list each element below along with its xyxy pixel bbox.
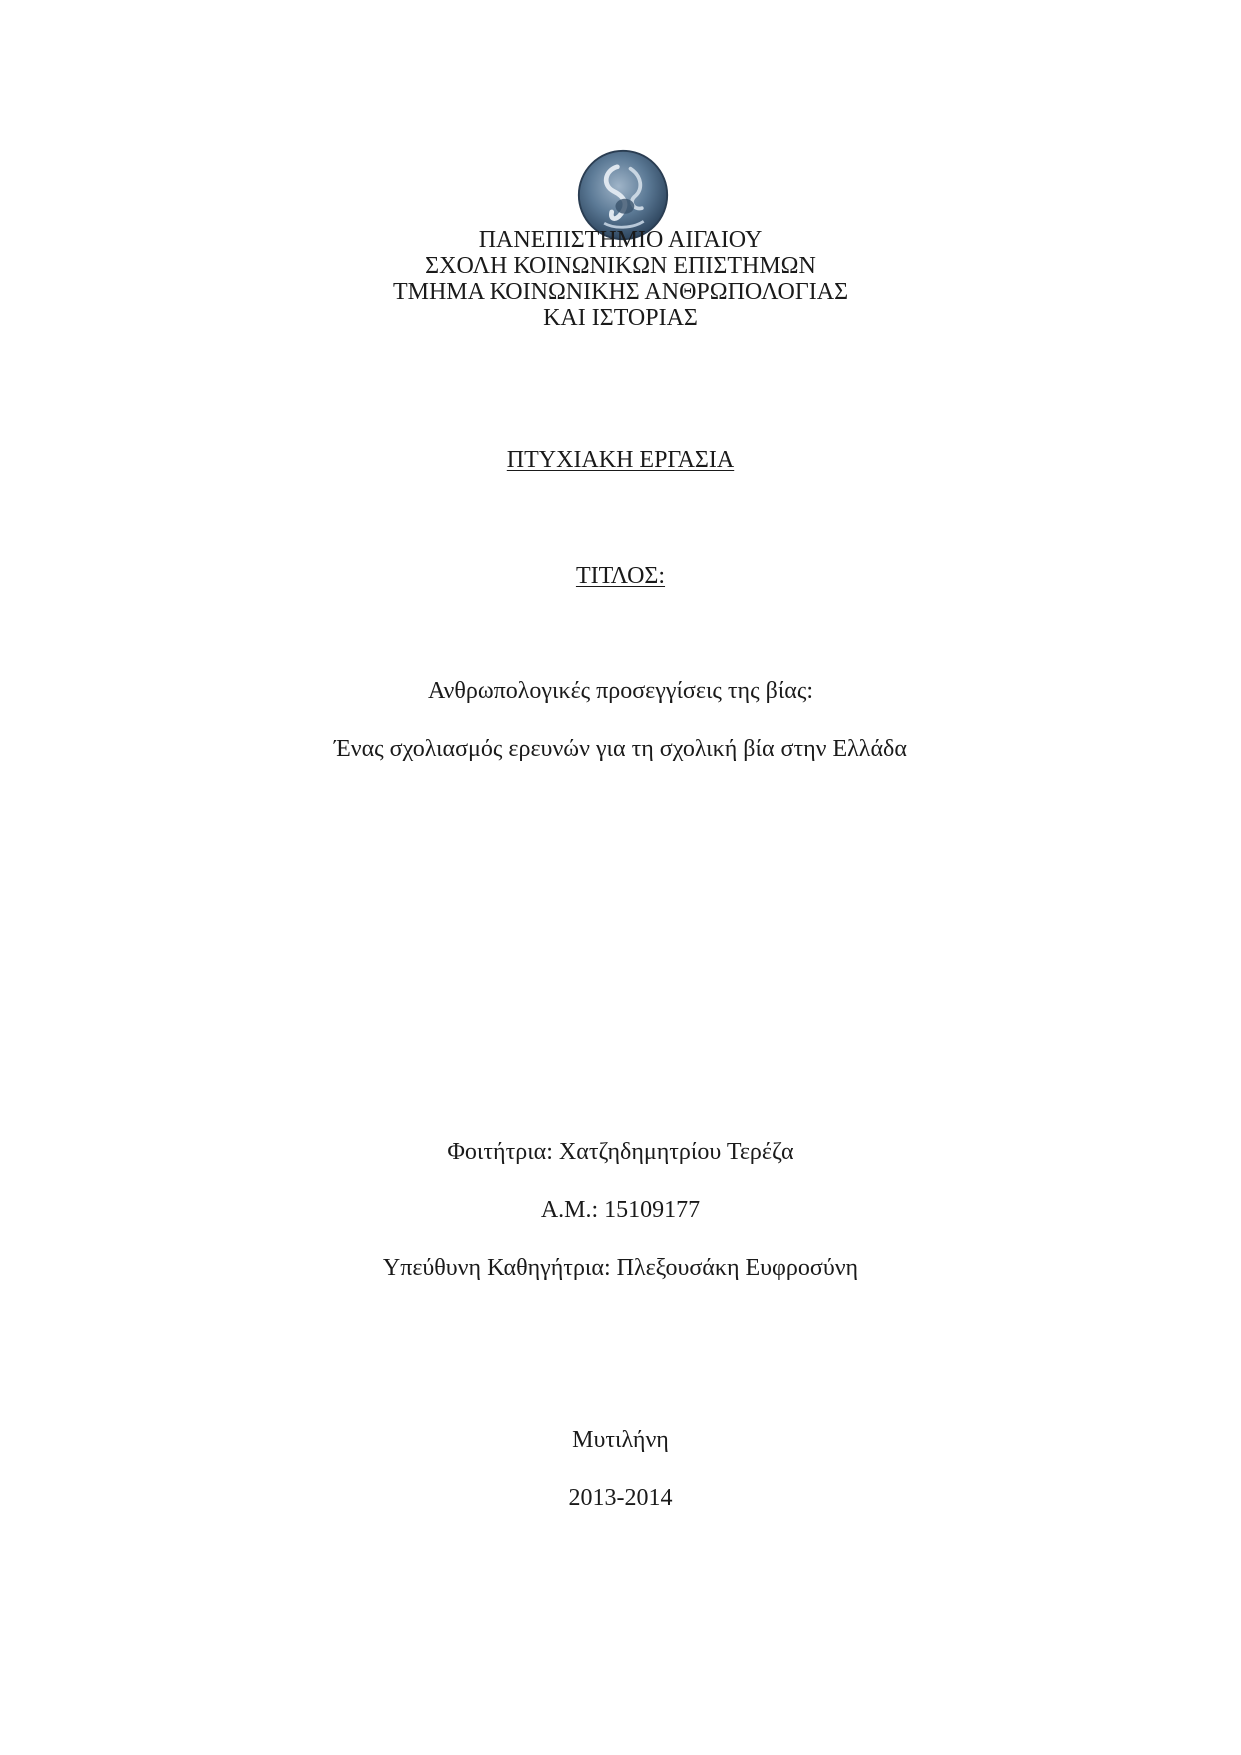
title-label (0, 562, 1241, 590)
department-name-line-1: ΤΜΗΜΑ ΚΟΙΝΩΝΙΚΗΣ ΑΝΘΡΩΠΟΛΟΓΙΑΣ (392, 279, 849, 305)
city: Μυτιλήνη (572, 1427, 669, 1453)
document-type-text: ΠΤΥΧΙΑΚΗ ΕΡΓΑΣΙΑ (506, 447, 735, 473)
thesis-title-line-2: Ένας σχολιασμός ερευνών για τη σχολική βία στην Ελλάδα (334, 736, 907, 762)
department-name-line-2: ΚΑΙ ΙΣΤΟΡΙΑΣ (543, 305, 698, 331)
title-label-text: ΤΙΤΛΟΣ: (575, 563, 666, 589)
document-type (0, 446, 1241, 474)
student-name: Φοιτήτρια: Χατζηδημητρίου Τερέζα (447, 1139, 794, 1165)
registration-number: Α.Μ.: 15109177 (540, 1197, 701, 1223)
academic-year: 2013-2014 (568, 1485, 673, 1511)
thesis-title-line-1: Ανθρωπολογικές προσεγγίσεις της βίας: (427, 678, 814, 704)
supervisor-name: Υπεύθυνη Καθηγήτρια: Πλεξουσάκη Ευφροσύνη (382, 1255, 859, 1281)
school-name: ΣΧΟΛΗ ΚΟΙΝΩΝΙΚΩΝ ΕΠΙΣΤΗΜΩΝ (425, 253, 816, 279)
university-name: ΠΑΝΕΠΙΣΤΗΜΙΟ ΑΙΓΑΙΟΥ (478, 227, 763, 253)
